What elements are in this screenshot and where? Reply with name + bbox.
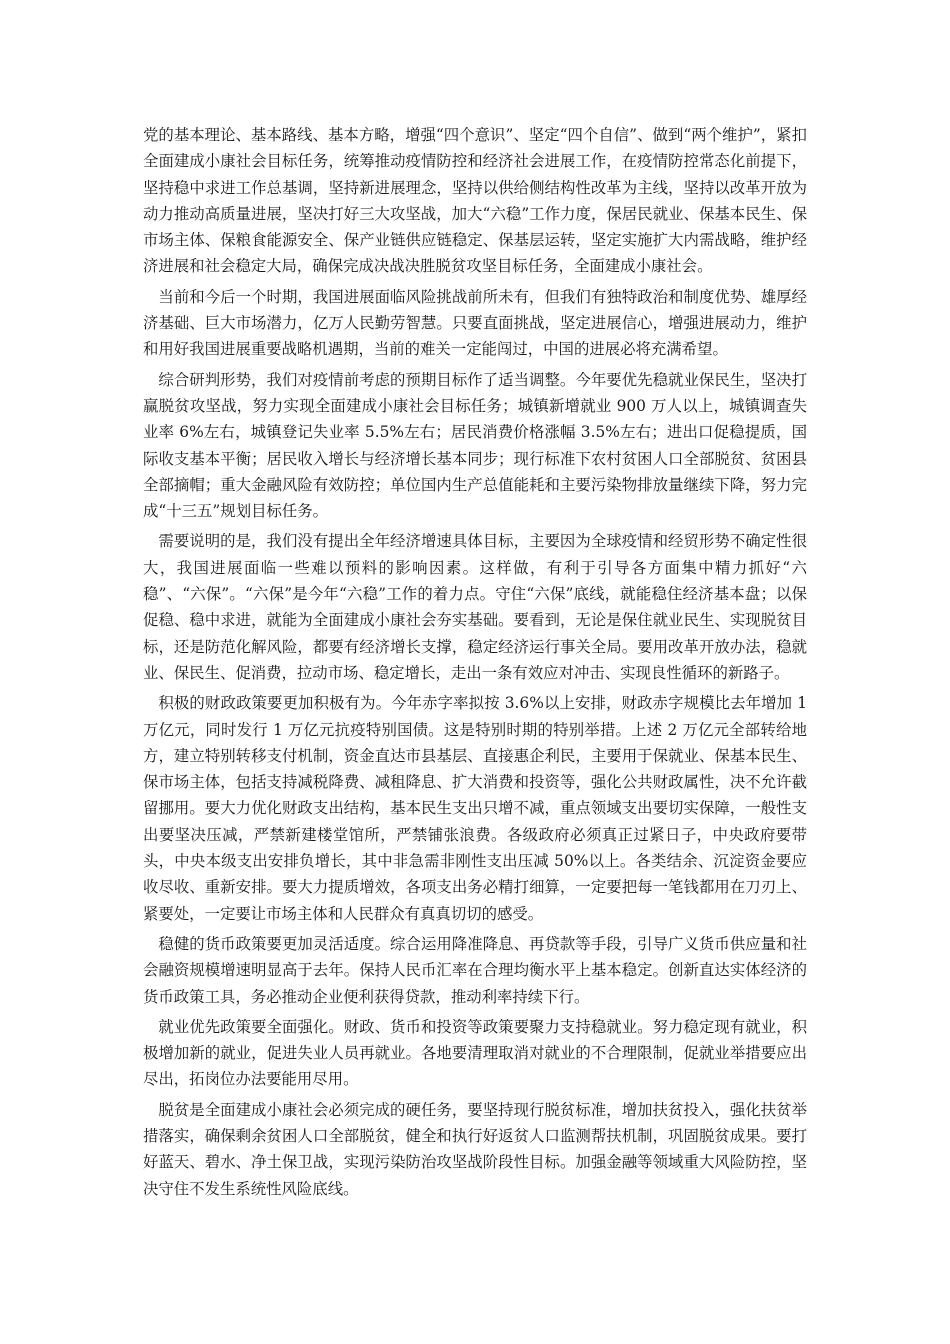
paragraph-5: 积极的财政政策要更加积极有为。今年赤字率拟按 3.6%以上安排，财政赤字规模比去年增加 1 万亿元，同时发行 1 万亿元抗疫特别国债。这是特别时期的特别举措。上述 2 万亿元全部转给地方，建立特别转移支付机制，资金直达市县基层、直接惠企利民，主要用于保就业、保基本民生、保市场主体，包括支持减税降费、减租降息、扩大消费和投资等，强化公共财政属性，决不允许截留挪用。要大力优化财政支出结构，基本民生支出只增不减，重点领域支出要切实保障，一般性支出要坚决压减，严禁新建楼堂馆所，严禁铺张浪费。各级政府必须真正过紧日子，中央政府要带头，中央本级支出安排负增长，其中非急需非刚性支出压减 50%以上。各类结余、沉淀资金要应收尽收、重新安排。要大力提质增效，各项支出务必精打细算，一定要把每一笔钱都用在刀刃上、紧要处，一定要让市场主体和人民群众有真真切切的感受。 — [143, 694, 807, 923]
paragraph-1: 党的基本理论、基本路线、基本方略，增强“四个意识”、坚定“四个自信”、做到“两个维护”，紧扣全面建成小康社会目标任务，统筹推动疫情防控和经济社会进展工作，在疫情防控常态化前提下，坚持稳中求进工作总基调，坚持新进展理念，坚持以供给侧结构性改革为主线，坚持以改革开放为动力推动高质量进展，坚决打好三大攻坚战，加大“六稳”工作力度，保居民就业、保基本民生、保市场主体、保粮食能源安全、保产业链供应链稳定、保基层运转，坚定实施扩大内需战略，维护经济进展和社会稳定大局，确保完成决战决胜脱贫攻坚目标任务，全面建成小康社会。 — [143, 126, 807, 276]
paragraph-2: 当前和今后一个时期，我国进展面临风险挑战前所未有，但我们有独特政治和制度优势、雄厚经济基础、巨大市场潜力，亿万人民勤劳智慧。只要直面挑战，坚定进展信心，增强进展动力，维护和用好我国进展重要战略机遇期，当前的难关一定能闯过，中国的进展必将充满希望。 — [143, 287, 807, 359]
document-body — [143, 122, 807, 1206]
paragraph-3: 综合研判形势，我们对疫情前考虑的预期目标作了适当调整。今年要优先稳就业保民生，坚决打赢脱贫攻坚战，努力实现全面建成小康社会目标任务；城镇新增就业 900 万人以上，城镇调查失业率 6%左右，城镇登记失业率 5.5%左右；居民消费价格涨幅 3.5%左右；进出口促稳提质，国际收支基本平衡；居民收入增长与经济增长基本同步；现行标准下农村贫困人口全部脱贫、贫困县全部摘帽；重大金融风险有效防控；单位国内生产总值能耗和主要污染物排放量继续下降，努力完成“十三五”规划目标任务。 — [143, 370, 807, 521]
paragraph-8: 脱贫是全面建成小康社会必须完成的硬任务，要坚持现行脱贫标准，增加扶贫投入，强化扶贫举措落实，确保剩余贫困人口全部脱贫，健全和执行好返贫人口监测帮扶机制，巩固脱贫成果。要打好蓝天、碧水、净土保卫战，实现污染防治攻坚战阶段性目标。加强金融等领域重大风险防控，坚决守住不发生系统性风险底线。 — [143, 1100, 807, 1198]
paragraph-6: 稳健的货币政策要更加灵活适度。综合运用降准降息、再贷款等手段，引导广义货币供应量和社会融资规模增速明显高于去年。保持人民币汇率在合理均衡水平上基本稳定。创新直达实体经济的货币政策工具，务必推动企业便利获得贷款，推动利率持续下行。 — [143, 934, 807, 1006]
paragraph-4: 需要说明的是，我们没有提出全年经济增速具体目标，主要因为全球疫情和经贸形势不确定性很大，我国进展面临一些难以预料的影响因素。这样做，有利于引导各方面集中精力抓好“六稳”、“六保”。“六保”是今年“六稳”工作的着力点。守住“六保”底线，就能稳住经济基本盘；以保促稳、稳中求进，就能为全面建成小康社会夯实基础。要看到，无论是保住就业民生、实现脱贫目标，还是防范化解风险，都要有经济增长支撑，稳定经济运行事关全局。要用改革开放办法，稳就业、保民生、促消费，拉动市场、稳定增长，走出一条有效应对冲击、实现良性循环的新路子。 — [143, 532, 807, 682]
paragraph-7: 就业优先政策要全面强化。财政、货币和投资等政策要聚力支持稳就业。努力稳定现有就业，积极增加新的就业，促进失业人员再就业。各地要清理取消对就业的不合理限制，促就业举措要应出尽出，拓岗位办法要能用尽用。 — [143, 1017, 807, 1089]
